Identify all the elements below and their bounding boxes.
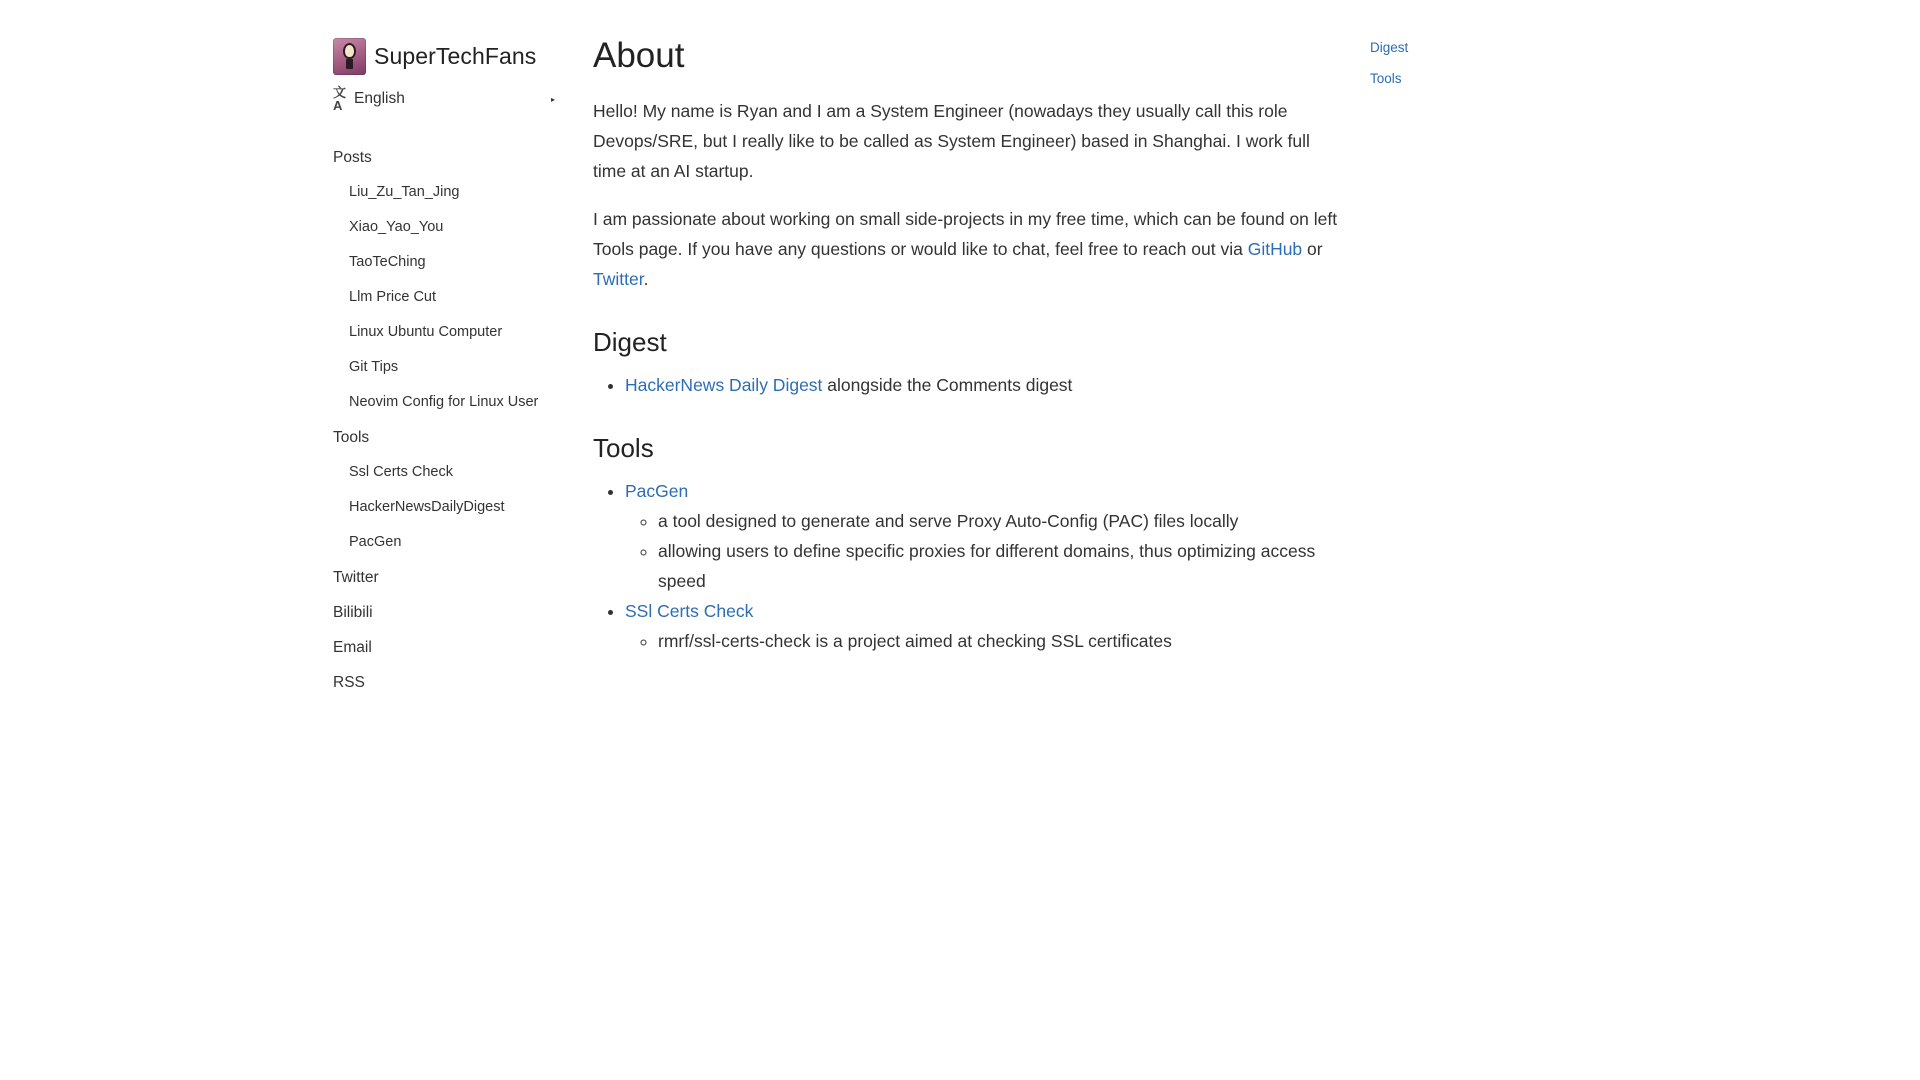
sidebar-nav	[333, 140, 563, 700]
toc-item-digest[interactable]: Digest	[1370, 40, 1409, 55]
language-label: English	[354, 90, 405, 107]
site-title[interactable]: SuperTechFans	[374, 42, 537, 69]
intro-text: Hello! My name is Ryan and I am a System Engineer (nowadays they usually call this role Devops/SRE, but I really like to be called as System Engineer) based in Shanghai. I work full time at an AI startup.	[593, 101, 1310, 181]
toc-item-tools[interactable]: Tools	[1370, 71, 1402, 86]
sidebar-tool-item[interactable]: HackerNewsDailyDigest	[349, 499, 505, 515]
sidebar-post-item[interactable]: Llm Price Cut	[349, 289, 437, 305]
sidebar-item-rss[interactable]: RSS	[333, 674, 365, 691]
ssl-sublist	[625, 626, 1343, 656]
translate-icon: 文A	[333, 85, 347, 113]
or-text: or	[1302, 239, 1323, 259]
intro-paragraph	[593, 96, 1343, 186]
page-title: About	[593, 36, 685, 75]
sidebar-post-item[interactable]: Neovim Config for Linux User	[349, 394, 539, 410]
main-content	[593, 30, 1343, 656]
list-item: ◦ a tool designed to generate and serve Proxy Auto-Config (PAC) files locally	[658, 506, 1343, 536]
table-of-contents	[1370, 32, 1408, 94]
brand[interactable]	[333, 36, 563, 76]
period-text: .	[643, 269, 649, 289]
tools-list	[593, 476, 1343, 656]
sidebar-item-email[interactable]: Email	[333, 639, 372, 656]
sidebar-post-item[interactable]: Git Tips	[349, 359, 399, 375]
list-item	[625, 596, 1343, 656]
sidebar	[333, 36, 563, 700]
hackernews-digest-link[interactable]: HackerNews Daily Digest	[625, 375, 823, 395]
sidebar-post-item[interactable]: Xiao_Yao_You	[349, 219, 444, 235]
github-link[interactable]: GitHub	[1247, 239, 1303, 259]
digest-heading: Digest	[593, 327, 667, 357]
lightbulb-logo-icon[interactable]	[333, 38, 366, 75]
sidebar-item-tools[interactable]: Tools	[333, 429, 370, 446]
sidebar-item-posts[interactable]: Posts	[333, 149, 372, 166]
sidebar-tool-item[interactable]: PacGen	[349, 534, 402, 550]
sidebar-post-item[interactable]: TaoTeChing	[349, 254, 426, 270]
sidebar-tool-item[interactable]: Ssl Certs Check	[349, 464, 453, 480]
contact-text: I am passionate about working on small side-projects in my free time, which can be found on left Tools page. If you have any questions or would like to chat, feel free to reach out via	[593, 209, 1338, 259]
caret-right-icon: ▸	[550, 94, 555, 104]
pacgen-sublist	[625, 506, 1343, 596]
contact-paragraph	[593, 204, 1343, 294]
twitter-link[interactable]: Twitter	[593, 269, 644, 289]
sidebar-item-twitter[interactable]: Twitter	[333, 569, 379, 586]
sidebar-post-item[interactable]: Linux Ubuntu Computer	[349, 324, 503, 340]
language-selector[interactable]	[333, 85, 563, 113]
list-item	[625, 370, 1343, 400]
list-item: ◦ rmrf/ssl-certs-check is a project aimed at checking SSL certificates	[658, 626, 1343, 656]
sidebar-post-item[interactable]: Liu_Zu_Tan_Jing	[349, 184, 460, 200]
list-item	[625, 476, 1343, 596]
ssl-certs-check-link[interactable]: SSl Certs Check	[625, 601, 754, 621]
tools-heading: Tools	[593, 433, 654, 463]
digest-list	[593, 370, 1343, 400]
digest-suffix-text: alongside the Comments digest	[822, 375, 1073, 395]
pacgen-link[interactable]: PacGen	[625, 481, 689, 501]
list-item: ◦ allowing users to define specific proxies for different domains, thus optimizing access speed	[658, 536, 1343, 596]
sidebar-item-bilibili[interactable]: Bilibili	[333, 604, 373, 621]
